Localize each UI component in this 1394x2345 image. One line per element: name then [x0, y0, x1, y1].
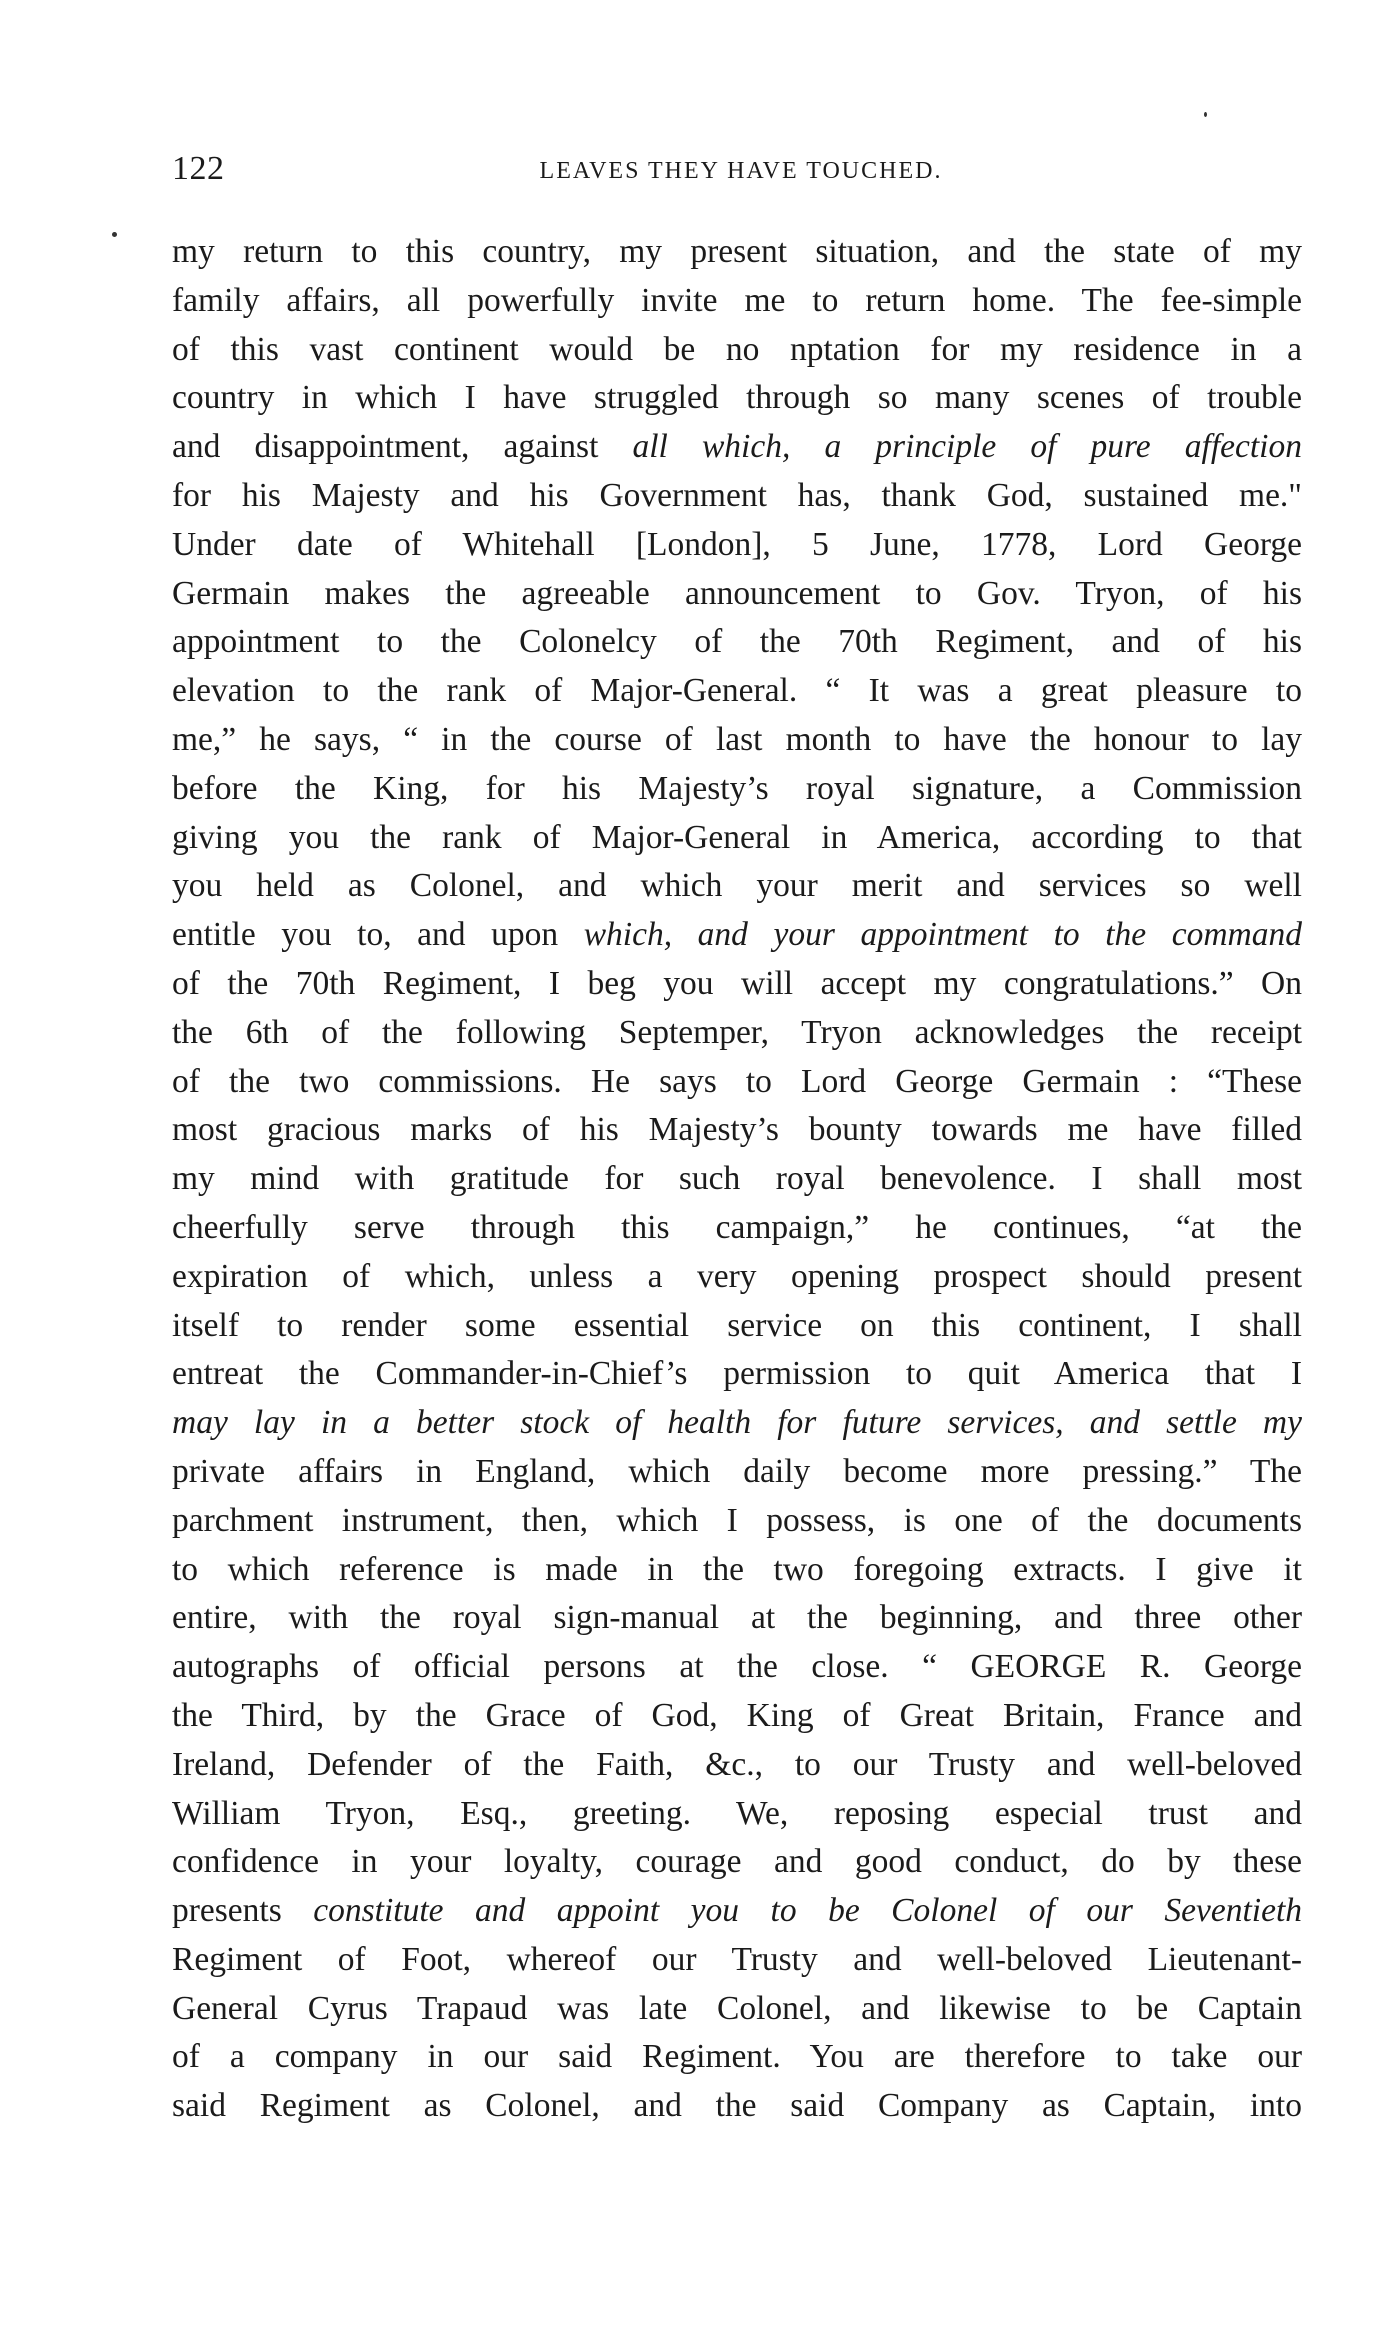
text-run: autographs of official persons at the close. “ GEORGE R. George — [172, 1648, 1302, 1686]
text-run: General Cyrus Trapaud was late Colonel, and likewise to be Captain — [172, 1989, 1302, 2027]
text-run: cheerfully serve through this campaign,” he continues, “at the — [172, 1208, 1302, 1246]
stray-dot-mark — [112, 232, 117, 237]
text-line — [172, 765, 1302, 814]
text-run: Germain makes the agreeable announcement to Gov. Tryon, of his — [172, 574, 1302, 612]
text-run: itself to render some essential service on this continent, I shall — [172, 1306, 1302, 1344]
text-run: presents — [172, 1892, 314, 1930]
text-run: you held as Colonel, and which your merit and services so well — [172, 867, 1302, 905]
text-line — [172, 374, 1302, 423]
text-run: of a company in our said Regiment. You are therefore to take our — [172, 2038, 1302, 2076]
text-line — [172, 1643, 1302, 1692]
text-line — [172, 862, 1302, 911]
italic-text-run: may lay in a better stock of health for future services, and settle my — [172, 1404, 1302, 1442]
text-run: entitle you to, and upon — [172, 916, 584, 954]
text-run: entreat the Commander-in-Chief’s permission to quit America that I — [172, 1355, 1302, 1393]
text-run: expiration of which, unless a very opening prospect should present — [172, 1257, 1302, 1295]
text-run: family affairs, all powerfully invite me to return home. The fee-simple — [172, 281, 1302, 319]
text-line — [172, 570, 1302, 619]
text-run: giving you the rank of Major-General in America, according to that — [172, 818, 1302, 856]
text-line — [172, 1887, 1302, 1936]
text-line — [172, 1838, 1302, 1887]
italic-text-run: which, and your appointment to the command — [583, 916, 1302, 954]
text-line — [172, 326, 1302, 375]
text-run: elevation to the rank of Major-General. “ It was a great pleasure to — [172, 672, 1302, 710]
text-run: my mind with gratitude for such royal benevolence. I shall most — [172, 1160, 1302, 1198]
text-run: the 6th of the following Septemper, Tryon acknowledges the receipt — [172, 1013, 1302, 1051]
text-run: my return to this country, my present situation, and the state of my — [172, 233, 1302, 270]
text-run: said Regiment as Colonel, and the said Company as Captain, into — [172, 2087, 1302, 2125]
text-run: Regiment of Foot, whereof our Trusty and well-beloved Lieutenant- — [172, 1940, 1302, 1978]
text-line — [172, 960, 1302, 1009]
text-line — [172, 1448, 1302, 1497]
text-line — [172, 1594, 1302, 1643]
stray-dot-mark — [1204, 112, 1207, 117]
text-run: and disappointment, against — [172, 428, 633, 466]
text-run: Under date of Whitehall [London], 5 June, 1778, Lord George — [172, 525, 1302, 563]
text-line — [172, 2082, 1302, 2131]
text-line — [172, 814, 1302, 863]
text-line — [172, 521, 1302, 570]
text-run: to which reference is made in the two foregoing extracts. I give it — [172, 1550, 1302, 1588]
text-run: entire, with the royal sign-manual at the beginning, and three other — [172, 1599, 1302, 1637]
italic-text-run: all which, a principle of pure affection — [632, 428, 1302, 466]
running-title: LEAVES THEY HAVE TOUCHED. — [539, 158, 943, 184]
text-run: confidence in your loyalty, courage and good conduct, do by these — [172, 1843, 1302, 1881]
text-line — [172, 618, 1302, 667]
text-run: of this vast continent would be no nptation for my residence in a — [172, 330, 1302, 368]
text-line — [172, 1546, 1302, 1595]
text-line — [172, 716, 1302, 765]
text-run: of the two commissions. He says to Lord George Germain : “These — [172, 1062, 1302, 1100]
text-line — [172, 1302, 1302, 1351]
text-line — [172, 277, 1302, 326]
text-run: for his Majesty and his Government has, thank God, sustained me." — [172, 476, 1302, 514]
text-line — [172, 2033, 1302, 2082]
text-line — [172, 228, 1302, 277]
text-line — [172, 1936, 1302, 1985]
text-line — [172, 1155, 1302, 1204]
text-line — [172, 1790, 1302, 1839]
text-run: most gracious marks of his Majesty’s bounty towards me have filled — [172, 1111, 1302, 1149]
text-line — [172, 1497, 1302, 1546]
text-line — [172, 423, 1302, 472]
body-text — [172, 228, 1302, 2131]
text-line — [172, 1009, 1302, 1058]
text-line — [172, 1350, 1302, 1399]
text-run: private affairs in England, which daily become more pressing.” The — [172, 1452, 1302, 1490]
text-line — [172, 1253, 1302, 1302]
text-line — [172, 1204, 1302, 1253]
text-line — [172, 1985, 1302, 2034]
text-line — [172, 911, 1302, 960]
text-line — [172, 1399, 1302, 1448]
text-line — [172, 472, 1302, 521]
text-run: parchment instrument, then, which I possess, is one of the documents — [172, 1501, 1302, 1539]
text-run: William Tryon, Esq., greeting. We, reposing especial trust and — [172, 1794, 1302, 1832]
page-number: 122 — [172, 150, 225, 187]
italic-text-run: constitute and appoint you to be Colonel of our Seventieth — [313, 1892, 1302, 1930]
text-run: Ireland, Defender of the Faith, &c., to our Trusty and well-beloved — [172, 1745, 1302, 1783]
text-run: of the 70th Regiment, I beg you will accept my congratulations.” On — [172, 964, 1302, 1002]
text-line — [172, 1058, 1302, 1107]
text-run: me,” he says, “ in the course of last month to have the honour to lay — [172, 720, 1302, 758]
text-run: country in which I have struggled through so many scenes of trouble — [172, 379, 1302, 417]
text-line — [172, 1692, 1302, 1741]
text-run: the Third, by the Grace of God, King of Great Britain, France and — [172, 1696, 1302, 1734]
text-line — [172, 1741, 1302, 1790]
text-line — [172, 1106, 1302, 1155]
text-run: before the King, for his Majesty’s royal signature, a Commission — [172, 769, 1302, 807]
text-run: appointment to the Colonelcy of the 70th Regiment, and of his — [172, 623, 1302, 661]
text-line — [172, 667, 1302, 716]
page-header — [172, 150, 1302, 200]
